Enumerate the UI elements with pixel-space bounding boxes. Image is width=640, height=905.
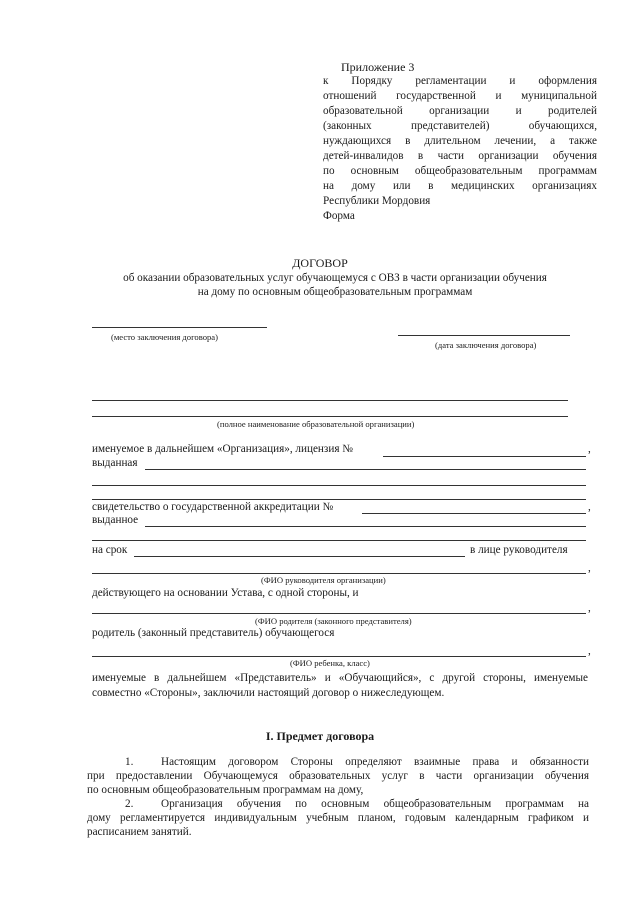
accreditation-number-line[interactable] — [362, 513, 586, 514]
issued-line-2[interactable] — [92, 540, 586, 541]
date-caption: (дата заключения договора) — [435, 340, 537, 350]
license-label: именуемое в дальнейшем «Организация», лицензия № — [92, 443, 353, 455]
appendix-line: по основным общеобразовательным программам — [323, 165, 597, 177]
issued-line[interactable] — [92, 499, 586, 500]
date-line[interactable] — [398, 335, 570, 336]
comma: , — [588, 443, 591, 455]
appendix-line: на дому или в медицинских организациях — [323, 180, 597, 192]
paragraph-text: при предоставлении Обучающемуся образовательных услуг в части организации обучения — [87, 770, 589, 782]
comma: , — [588, 501, 591, 513]
appendix-line: образовательной организации и родителей — [323, 105, 597, 117]
term-line[interactable] — [134, 556, 465, 557]
paragraph-text: расписанием занятий. — [87, 826, 192, 838]
appendix-line: к Порядку регламентации и оформления — [323, 75, 597, 87]
paragraph-text: дому регламентируется индивидуальным учебным планом, годовым календарным графиком и — [87, 812, 589, 824]
parent-caption: (ФИО родителя (законного представителя) — [255, 616, 412, 626]
org-name-caption: (полное наименование образовательной организации) — [217, 419, 415, 429]
child-name-line[interactable] — [92, 656, 586, 657]
appendix-line: Республики Мордовия — [323, 195, 431, 207]
paragraph-number: 1. — [125, 756, 134, 768]
license-number-line[interactable] — [383, 456, 586, 457]
issued-line[interactable] — [92, 485, 586, 486]
appendix-line: отношений государственной и муниципальной — [323, 90, 597, 102]
head-caption: (ФИО руководителя организации) — [261, 575, 386, 585]
term-label: на срок — [92, 544, 128, 556]
issued-line[interactable] — [145, 469, 586, 470]
head-label: в лице руководителя — [470, 544, 568, 556]
parties-text: совместно «Стороны», заключили настоящий договор о нижеследующем. — [92, 687, 445, 699]
child-caption: (ФИО ребенка, класс) — [290, 658, 370, 668]
org-name-line[interactable] — [92, 416, 568, 417]
place-caption: (место заключения договора) — [111, 332, 218, 342]
form-label: Форма — [323, 210, 355, 222]
comma: , — [588, 562, 591, 574]
paragraph-text: Организация обучения по основным общеобразовательным программам на — [161, 798, 589, 810]
parties-text: именуемые в дальнейшем «Представитель» и «Обучающийся», с другой стороны, именуемые — [92, 672, 588, 684]
contract-subtitle: на дому по основным общеобразовательным программам — [197, 286, 473, 298]
comma: , — [588, 602, 591, 614]
issued-line-2[interactable] — [145, 526, 586, 527]
appendix-line: детей-инвалидов в части организации обучения — [323, 150, 597, 162]
section-heading: I. Предмет договора — [265, 729, 375, 743]
contract-subtitle: об оказании образовательных услуг обучающемуся с ОВЗ в части организации обучения — [123, 272, 547, 284]
appendix-title: Приложение 3 — [341, 60, 415, 74]
contract-heading: ДОГОВОР — [292, 256, 348, 270]
parent-name-line[interactable] — [92, 613, 586, 614]
paragraph-number: 2. — [125, 798, 134, 810]
issued-label-2: выданное — [92, 514, 139, 526]
appendix-line: нуждающихся в длительном лечении, а также — [323, 135, 597, 147]
paragraph-text: по основным общеобразовательным программам на дому, — [87, 784, 364, 796]
paragraph-text: Настоящим договором Стороны определяют взаимные права и обязанности — [161, 756, 589, 768]
accreditation-label: свидетельство о государственной аккредитации № — [92, 501, 334, 513]
comma: , — [588, 645, 591, 657]
org-name-line[interactable] — [92, 400, 568, 401]
place-line[interactable] — [92, 327, 267, 328]
appendix-line: (законных представителей) обучающихся, — [323, 120, 597, 132]
head-name-line[interactable] — [92, 573, 586, 574]
charter-text: действующего на основании Устава, с одной стороны, и — [92, 587, 359, 599]
issued-label: выданная — [92, 457, 138, 469]
parent-text: родитель (законный представитель) обучающегося — [92, 627, 335, 639]
